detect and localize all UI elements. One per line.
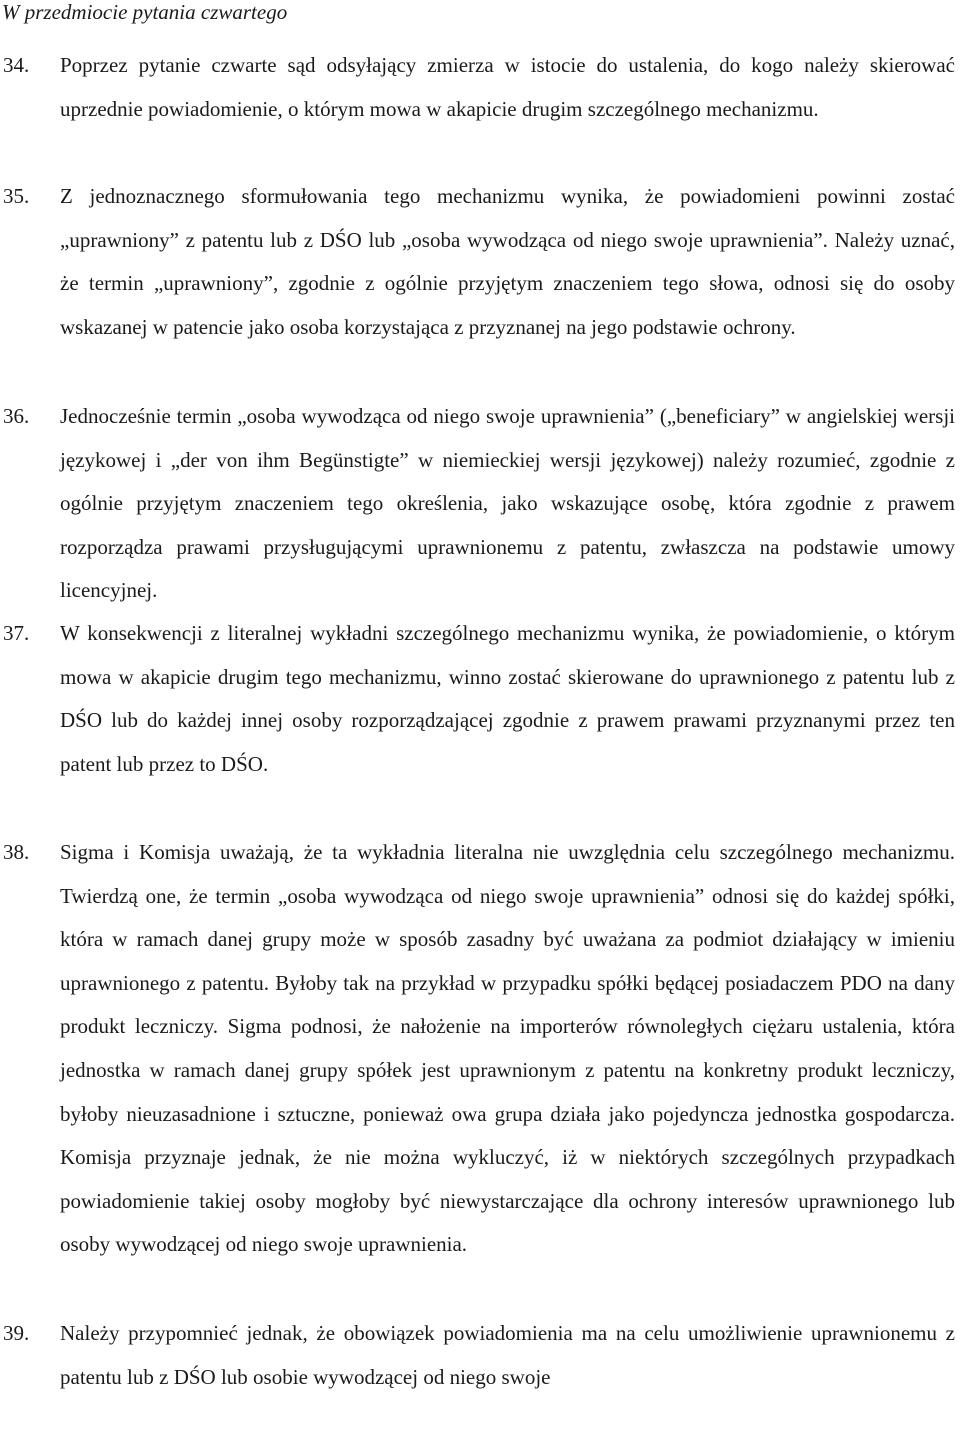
paragraph-text: Z jednoznacznego sformułowania tego mechanizmu wynika, że powiadomieni powinni zostać „uprawniony” z patentu lub z DŚO lub „osoba wywodząca od niego swoje uprawnienia”. Należy uznać, że termin „uprawniony”, zgodnie z ogólnie przyjętym znaczeniem tego słowa, odnosi się do osoby wskazanej w patencie jako osoba korzystająca z przyznanej na jego podstawie ochrony. [60,184,955,339]
paragraph-34 [0,44,955,131]
paragraph-number: 36. [3,404,30,428]
paragraph-36 [0,395,955,613]
paragraph-37 [0,612,955,786]
paragraph-number: 37. [3,621,30,645]
section-heading: W przedmiocie pytania czwartego [2,0,288,24]
paragraph-text: Jednocześnie termin „osoba wywodząca od niego swoje uprawnienia” („beneficiary” w angielskiej wersji językowej i „der von ihm Begünstigte” w niemieckiej wersji językowej) należy rozumieć, zgodnie z ogólnie przyjętym znaczeniem tego określenia, jako wskazujące osobę, która zgodnie z prawem rozporządza prawami przysługującymi uprawnionemu z patentu, zwłaszcza na podstawie umowy licencyjnej. [60,404,955,603]
paragraph-38 [0,831,955,1267]
paragraph-35 [0,175,955,349]
paragraph-text: W konsekwencji z literalnej wykładni szczególnego mechanizmu wynika, że powiadomienie, o którym mowa w akapicie drugim tego mechanizmu, winno zostać skierowane do uprawnionego z patentu lub z DŚO lub do każdej innej osoby rozporządzającej zgodnie z prawem prawami przyznanymi przez ten patent lub przez to DŚO. [60,621,955,776]
paragraph-39 [0,1312,955,1399]
paragraph-number: 34. [3,53,30,77]
paragraph-number: 38. [3,840,30,864]
paragraph-text: Sigma i Komisja uważają, że ta wykładnia literalna nie uwzględnia celu szczególnego mechanizmu. Twierdzą one, że termin „osoba wywodząca od niego swoje uprawnienia” odnosi się do każdej spółki, która w ramach danej grupy może w sposób zasadny być uważana za podmiot działający w imieniu uprawnionego z patentu. Byłoby tak na przykład w przypadku spółki będącej posiadaczem PDO na dany produkt leczniczy. Sigma podnosi, że nałożenie na importerów równoległych ciężaru ustalenia, która jednostka w ramach danej grupy spółek jest uprawnionym z patentu na konkretny produkt leczniczy, byłoby nieuzasadnione i sztuczne, ponieważ owa grupa działa jako pojedyncza jednostka gospodarcza. Komisja przyznaje jednak, że nie można wykluczyć, iż w niektórych szczególnych przypadkach powiadomienie takiej osoby mogłoby być niewystarczające dla ochrony interesów uprawnionego lub osoby wywodzącej od niego swoje uprawnienia. [60,840,955,1257]
paragraph-number: 39. [3,1321,30,1345]
paragraph-text: Poprzez pytanie czwarte sąd odsyłający zmierza w istocie do ustalenia, do kogo należy skierować uprzednie powiadomienie, o którym mowa w akapicie drugim szczególnego mechanizmu. [60,53,955,121]
paragraph-text: Należy przypomnieć jednak, że obowiązek powiadomienia ma na celu umożliwienie uprawnionemu z patentu lub z DŚO lub osobie wywodzącej od niego swoje [60,1321,955,1389]
paragraph-number: 35. [3,184,30,208]
